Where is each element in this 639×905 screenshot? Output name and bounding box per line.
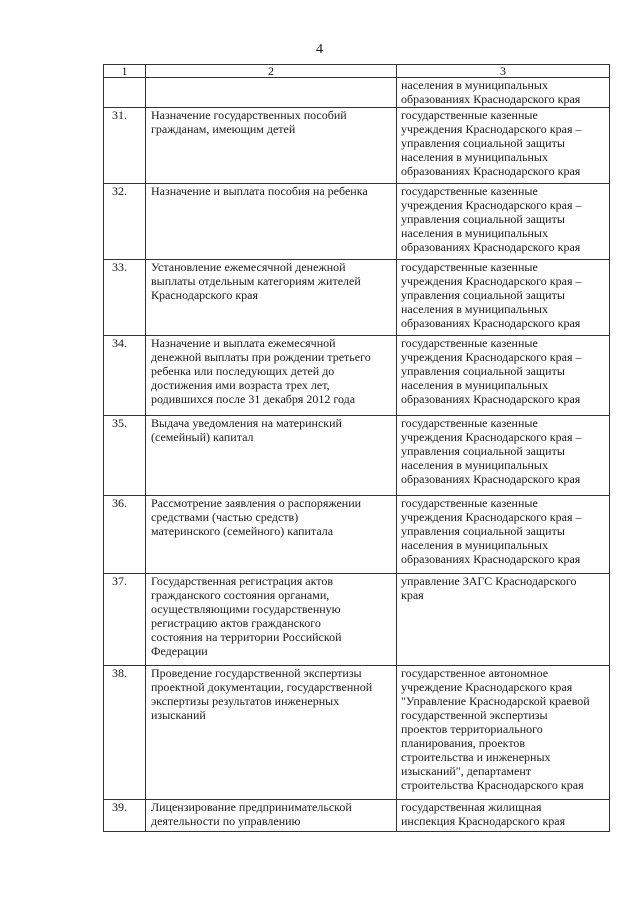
row-number: 33. [104, 260, 146, 336]
table-row [104, 336, 610, 416]
org-text: государственные казенные учреждения Краснодарского края – управления социальной защиты населения в муниципальных образованиях Краснодарского края [401, 184, 582, 254]
service-cell [146, 260, 397, 336]
org-text: управление ЗАГС Краснодарского края [401, 574, 577, 602]
service-text: Назначение государственных пособий гражданам, имеющим детей [151, 108, 347, 136]
org-cell [397, 416, 610, 496]
table-row [104, 574, 610, 666]
org-cell [397, 800, 610, 832]
header-col-1: 1 [104, 65, 146, 78]
org-text: государственное автономное учреждение Краснодарского края "Управление Краснодарской краевой государственной экспертизы проектов территориального планирования, проектов строительства и инженерных изысканий", департамент строительства Краснодарского края [401, 666, 590, 792]
org-text: государственные казенные учреждения Краснодарского края – управления социальной защиты населения в муниципальных образованиях Краснодарского края [401, 416, 582, 486]
service-cell [146, 666, 397, 800]
service-text: Назначение и выплата пособия на ребенка [151, 184, 368, 198]
service-text: Рассмотрение заявления о распоряжении средствами (частью средств) материнского (семейного) капитала [151, 496, 362, 538]
org-cell [397, 666, 610, 800]
table-row [104, 260, 610, 336]
service-cell [146, 184, 397, 260]
row-number: 35. [104, 416, 146, 496]
table-row [104, 800, 610, 832]
service-text: Проведение государственной экспертизы проектной документации, государственной экспертизы результатов инженерных изысканий [151, 666, 373, 722]
org-text: населения в муниципальных образованиях Краснодарского края [401, 78, 581, 106]
service-cell [146, 416, 397, 496]
service-cell [146, 336, 397, 416]
table-row-continuation [104, 78, 610, 108]
service-text: Выдача уведомления на материнский (семейный) капитал [151, 416, 342, 444]
org-text: государственные казенные учреждения Краснодарского края – управления социальной защиты населения в муниципальных образованиях Краснодарского края [401, 496, 582, 566]
row-number: 36. [104, 496, 146, 574]
org-cell [397, 336, 610, 416]
service-text: Государственная регистрация актов гражданского состояния органами, осуществляющими государственную регистрацию актов гражданского состояния на территории Российской Федерации [151, 574, 342, 658]
table-row [104, 184, 610, 260]
table-row [104, 108, 610, 184]
service-cell [146, 78, 397, 108]
table-header-row [104, 65, 610, 78]
service-cell [146, 574, 397, 666]
org-text: государственные казенные учреждения Краснодарского края – управления социальной защиты населения в муниципальных образованиях Краснодарского края [401, 108, 582, 178]
table-row [104, 496, 610, 574]
service-text: Лицензирование предпринимательской деятельности по управлению [151, 800, 352, 828]
header-col-3: 3 [397, 65, 610, 78]
row-number: 34. [104, 336, 146, 416]
row-number: 31. [104, 108, 146, 184]
org-text: государственные казенные учреждения Краснодарского края – управления социальной защиты населения в муниципальных образованиях Краснодарского края [401, 260, 582, 330]
service-cell [146, 108, 397, 184]
service-cell [146, 800, 397, 832]
table-row [104, 416, 610, 496]
org-cell [397, 108, 610, 184]
table-row [104, 666, 610, 800]
row-number: 37. [104, 574, 146, 666]
row-number: 39. [104, 800, 146, 832]
services-table [103, 64, 610, 832]
org-cell [397, 260, 610, 336]
org-cell [397, 78, 610, 108]
page-number: 4 [316, 42, 323, 57]
service-text: Назначение и выплата ежемесячной денежной выплаты при рождении третьего ребенка или последующих детей до достижения ими возраста трех лет, родившихся после 31 декабря 2012 года [151, 336, 371, 406]
service-text: Установление ежемесячной денежной выплаты отдельным категориям жителей Краснодарского края [151, 260, 361, 302]
org-text: государственная жилищная инспекция Краснодарского края [401, 800, 566, 828]
org-cell [397, 574, 610, 666]
row-number: 32. [104, 184, 146, 260]
org-cell [397, 184, 610, 260]
row-number-cell [104, 78, 146, 108]
service-cell [146, 496, 397, 574]
org-cell [397, 496, 610, 574]
row-number: 38. [104, 666, 146, 800]
header-col-2: 2 [146, 65, 397, 78]
org-text: государственные казенные учреждения Краснодарского края – управления социальной защиты населения в муниципальных образованиях Краснодарского края [401, 336, 582, 406]
